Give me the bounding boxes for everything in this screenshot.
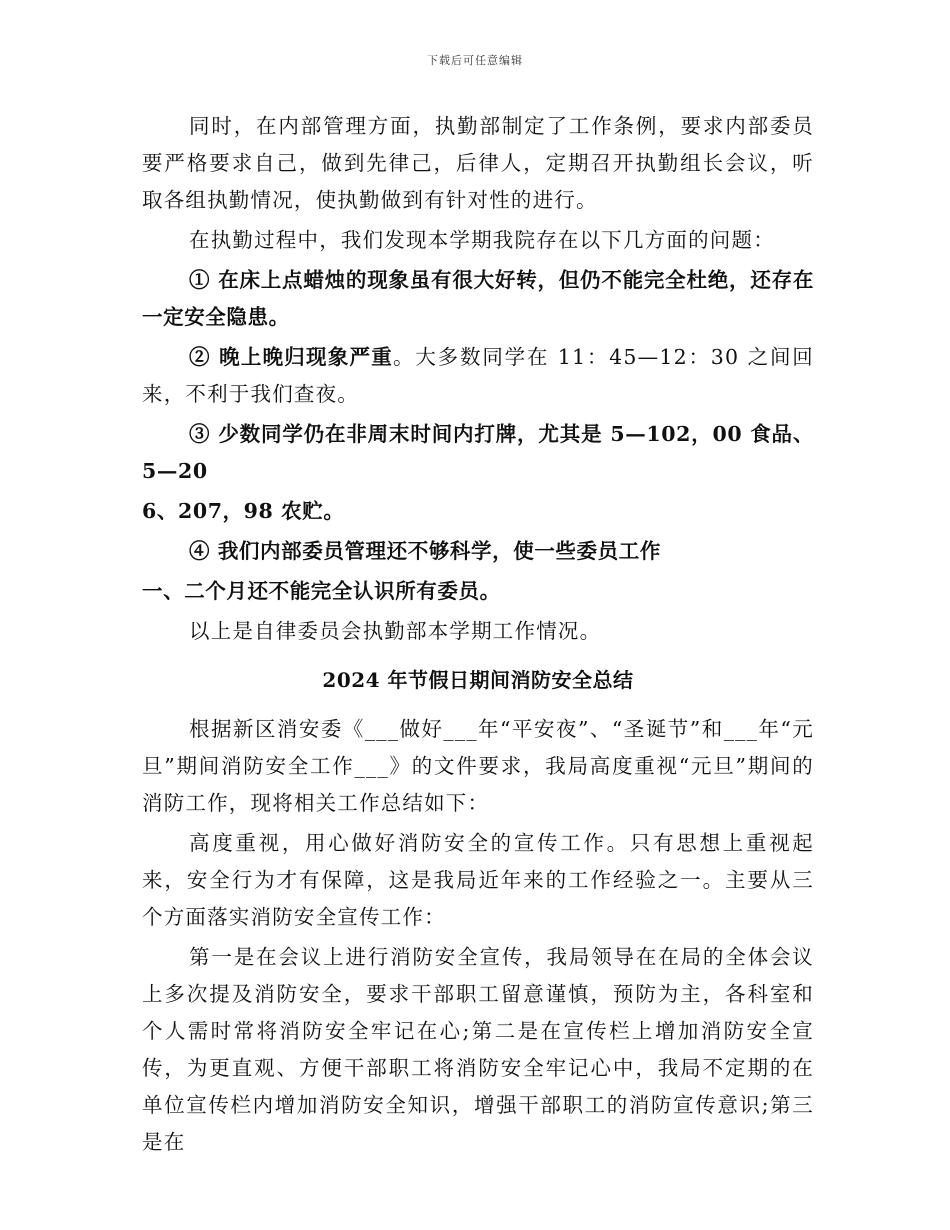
section-title: 2024 年节假日期间消防安全总结 (322, 668, 634, 692)
problem-item-4: ④ 我们内部委员管理还不够科学，使一些委员工作 (189, 539, 661, 563)
paragraph-document-requirement: 根据新区消安委《___做好___年“平安夜”、“圣诞节”和___年“元旦”期间消防安全工作___》的文件要求，我局高度重视“元旦”期间的消防工作，现将相关工作总结如下： (142, 717, 814, 815)
problem-item-3-continued: 6、207，98 农贮。 (142, 499, 345, 523)
problem-item-4-continued: 一、二个月还不能完全认识所有委员。 (142, 579, 501, 603)
paragraph-internal-management: 同时，在内部管理方面，执勤部制定了工作条例，要求内部委员要严格要求自己，做到先律己，后律人，定期召开执勤组长会议，听取各组执勤情况，使执勤做到有针对性的进行。 (142, 114, 814, 212)
document-body (142, 108, 814, 1161)
problem-item-3: ③ 少数同学仍在非周末时间内打牌，尤其是 5—102，00 食品、5—20 (142, 422, 814, 483)
problem-item-2-detail: 。大多数同学在 11：45—12：30 之间回来，不利于我们查夜。 (142, 345, 814, 406)
paragraph-problems-intro: 在执勤过程中，我们发现本学期我院存在以下几方面的问题： (189, 228, 775, 252)
problem-item-2 (142, 339, 814, 413)
problem-item-2-heading: ② 晚上晚归现象严重 (189, 345, 393, 369)
page-header: 下载后可任意编辑 (427, 54, 523, 67)
paragraph-publicity-methods: 第一是在会议上进行消防安全宣传，我局领导在在局的全体会议上多次提及消防安全，要求干部职工留意谨慎，预防为主，各科室和个人需时常将消防安全牢记在心;第二是在宣传栏上增加消防安全宣传，为更直观、方便干部职工将消防安全牢记心中，我局不定期的在单位宣传栏内增加消防安全知识，增强干部职工的消防宣传意识;第三是在 (142, 945, 814, 1154)
problem-item-1: ① 在床上点蜡烛的现象虽有很大好转，但仍不能完全杜绝，还存在一定安全隐患。 (142, 268, 814, 329)
paragraph-closing: 以上是自律委员会执勤部本学期工作情况。 (189, 619, 602, 643)
paragraph-publicity-work: 高度重视，用心做好消防安全的宣传工作。只有思想上重视起来，安全行为才有保障，这是我局近年来的工作经验之一。主要从三个方面落实消防安全宣传工作： (142, 831, 814, 929)
